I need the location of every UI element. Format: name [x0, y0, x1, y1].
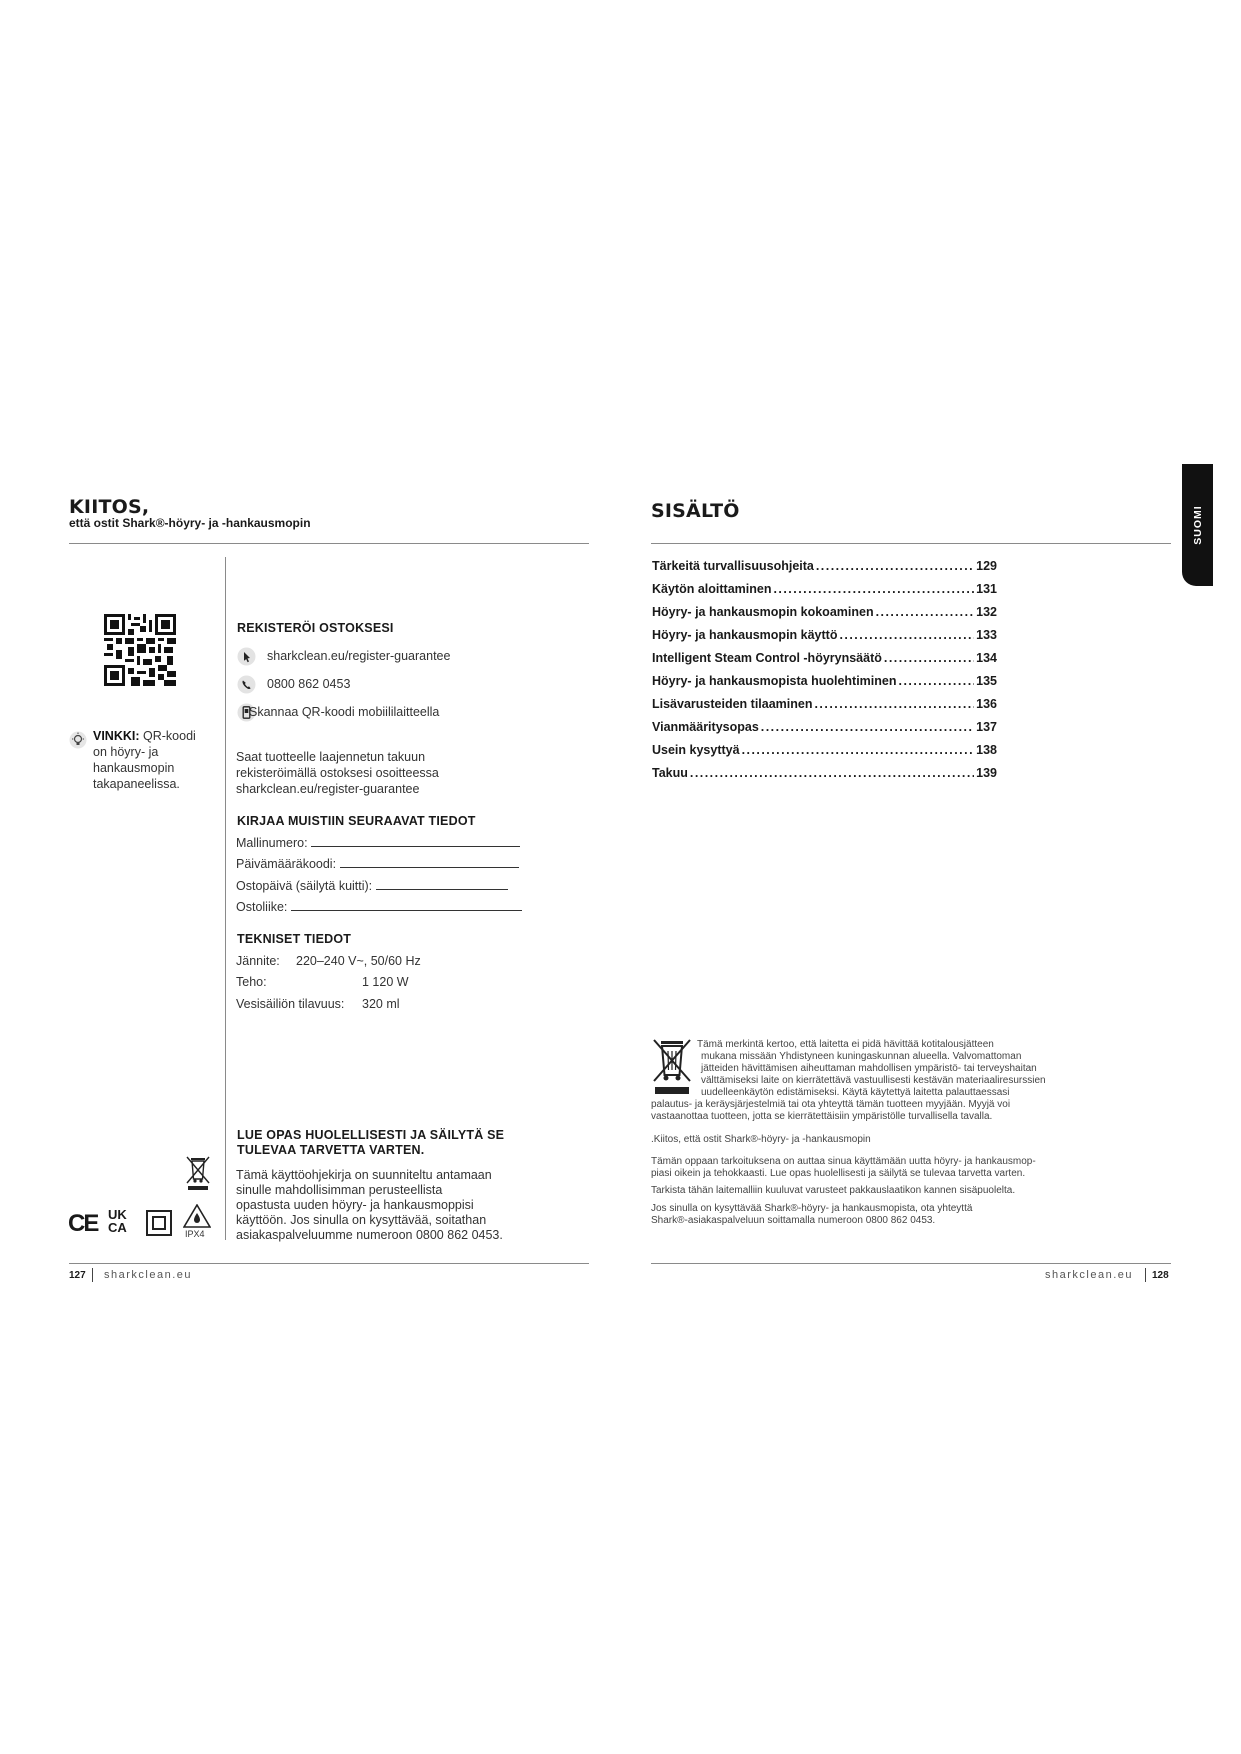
contact-line-1: Jos sinulla on kysyttävää Shark®-höyry- ja hankausmopista, ota yhteyttä — [651, 1203, 973, 1214]
page-number: 127 — [69, 1270, 86, 1281]
double-insulation-icon — [146, 1210, 172, 1236]
toc-entry-label: Intelligent Steam Control -höyrynsäätö — [652, 651, 882, 665]
toc-entry-page: 133 — [976, 628, 997, 642]
toc-entry-page: 132 — [976, 605, 997, 619]
footer-separator — [92, 1268, 93, 1282]
weee-text-line-2: mukana missään Yhdistyneen kuningaskunnan alueella. Valvomattoman — [701, 1051, 1022, 1062]
spec-voltage-label: Jännite: — [236, 954, 280, 968]
register-web-link[interactable]: sharkclean.eu/register-guarantee — [267, 649, 451, 663]
footer-site: sharkclean.eu — [1045, 1269, 1133, 1281]
toc-leader — [876, 605, 975, 619]
weee-text-line-4: välttämiseksi laite on kierrätettävä vastuullisesti kestävän materiaaliresurssien — [701, 1075, 1046, 1086]
toc-leader — [814, 697, 974, 711]
toc-entry-page: 131 — [976, 582, 997, 596]
toc-leader — [690, 766, 974, 780]
weee-text-line-1: Tämä merkintä kertoo, että laitetta ei pidä hävittää kotitalousjätteen — [697, 1039, 994, 1050]
toc-entry-label: Tärkeitä turvallisuusohjeita — [652, 559, 814, 573]
toc-entry[interactable] — [652, 628, 997, 642]
toc-entry-label: Usein kysyttyä — [652, 743, 740, 757]
page-subtitle: että ostit Shark®-höyry- ja -hankausmopin — [69, 516, 311, 530]
tip-body: QR-koodi on höyry- ja hankausmopin takapaneelissa. — [93, 729, 196, 791]
field-label: Ostopäivä (säilytä kuitti): — [236, 879, 373, 893]
toc-entry-label: Lisävarusteiden tilaaminen — [652, 697, 813, 711]
weee-bin-icon — [185, 1155, 211, 1191]
toc-entry-page: 136 — [976, 697, 997, 711]
toc-entry[interactable] — [652, 720, 997, 734]
read-body-line-4: käyttöön. Jos sinulla on kysyttävää, soitathan — [236, 1213, 487, 1227]
phone-icon — [237, 675, 256, 694]
tip-text — [93, 728, 211, 792]
toc-leader — [899, 674, 975, 688]
ukca-mark — [108, 1208, 127, 1234]
toc-entry[interactable] — [652, 559, 997, 573]
language-tab-label: SUOMI — [1191, 505, 1204, 545]
purpose-line-2: piasi oikein ja tehokkaasti. Lue opas huolellisesti ja säilytä se tulevaa tarvetta varten. — [651, 1168, 1026, 1179]
toc-entry-label: Vianmääritysopas — [652, 720, 759, 734]
check-line: Tarkista tähän laitemalliin kuuluvat varusteet pakkauslaatikon kannen sisäpuolelta. — [651, 1185, 1016, 1196]
ukca-bottom: CA — [108, 1220, 127, 1235]
specs-heading: TEKNISET TIEDOT — [237, 932, 352, 946]
toc-entry-label: Höyry- ja hankausmopista huolehtiminen — [652, 674, 897, 688]
field-label: Ostoliike: — [236, 900, 288, 914]
ipx-rating: IPX4 — [185, 1229, 205, 1239]
field-purchase-date — [236, 878, 508, 894]
mouse-click-icon — [237, 647, 256, 666]
toc-leader — [816, 559, 974, 573]
page-title: KIITOS, — [69, 496, 150, 518]
purpose-line-1: Tämän oppaan tarkoituksena on auttaa sinua käyttämään uutta höyry- ja hankausmop- — [651, 1156, 1036, 1167]
water-warning-icon — [183, 1204, 211, 1228]
weee-bin-icon — [651, 1037, 693, 1095]
record-heading: KIRJAA MUISTIIN SEURAAVAT TIEDOT — [237, 814, 476, 828]
toc-entry-label: Höyry- ja hankausmopin käyttö — [652, 628, 838, 642]
lightbulb-icon — [69, 731, 87, 749]
toc-entry-page: 138 — [976, 743, 997, 757]
weee-text-line-5: uudelleenkäytön edistämiseksi. Käytä käytettyä laitetta palauttaessasi — [701, 1087, 1010, 1098]
fill-line — [376, 879, 508, 890]
footer-divider — [651, 1263, 1171, 1264]
contact-line-2: Shark®-asiakaspalveluun soittamalla numeroon 0800 862 0453. — [651, 1215, 936, 1226]
weee-text-line-3: jätteiden hävittämisen aiheuttaman mahdollisen ympäristö- tai terveyshaitan — [701, 1063, 1037, 1074]
register-note-line-2: rekisteröimällä ostoksesi osoitteessa — [236, 766, 439, 780]
toc-entry-page: 139 — [976, 766, 997, 780]
fill-line — [340, 857, 519, 868]
spec-power-value: 1 120 W — [362, 975, 409, 989]
footer-site: sharkclean.eu — [104, 1269, 192, 1281]
field-label: Mallinumero: — [236, 836, 308, 850]
fill-line — [311, 836, 520, 847]
footer-separator — [1145, 1268, 1146, 1282]
read-body-line-5: asiakaspalveluumme numeroon 0800 862 0453. — [236, 1228, 503, 1242]
toc-entry-label: Takuu — [652, 766, 688, 780]
read-heading-line-2: TULEVAA TARVETTA VARTEN. — [237, 1143, 425, 1157]
footer-divider — [69, 1263, 589, 1264]
toc-entry[interactable] — [652, 766, 997, 780]
read-heading-line-1: LUE OPAS HUOLELLISESTI JA SÄILYTÄ SE — [237, 1128, 505, 1142]
field-label: Päivämääräkoodi: — [236, 857, 337, 871]
field-date-code — [236, 856, 519, 872]
toc-entry[interactable] — [652, 605, 997, 619]
tip-label: VINKKI: — [93, 729, 140, 743]
ce-mark: CE — [68, 1210, 98, 1237]
toc-entry[interactable] — [652, 743, 997, 757]
toc-entry[interactable] — [652, 674, 997, 688]
toc-leader — [839, 628, 974, 642]
toc-entry-page: 137 — [976, 720, 997, 734]
toc-leader — [884, 651, 974, 665]
field-store — [236, 899, 522, 915]
thanks-line: .Kiitos, että ostit Shark®-höyry- ja -hankausmopin — [651, 1134, 871, 1145]
register-phone: 0800 862 0453 — [267, 677, 351, 691]
spec-power-label: Teho: — [236, 975, 267, 989]
qr-code-image — [104, 614, 176, 686]
register-scan-text: Skannaa QR-koodi mobiililaitteella — [249, 705, 440, 719]
toc-title: SISÄLTÖ — [651, 500, 740, 522]
toc-entry-label: Käytön aloittaminen — [652, 582, 772, 596]
register-note-line-3: sharkclean.eu/register-guarantee — [236, 782, 420, 796]
toc-entry[interactable] — [652, 651, 997, 665]
ukca-top: UK — [108, 1207, 127, 1222]
spec-tank-label: Vesisäiliön tilavuus: — [236, 997, 345, 1011]
weee-text-line-7: vastaanottaa tuotteen, jotta se kierrätettäisiin ympäristölle turvallisella tavalla. — [651, 1111, 993, 1122]
page-number: 128 — [1152, 1270, 1169, 1281]
spec-voltage-value: 220–240 V~, 50/60 Hz — [296, 954, 421, 968]
read-body-line-3: opastusta uuden höyry- ja hankausmoppisi — [236, 1198, 474, 1212]
toc-entry-page: 134 — [976, 651, 997, 665]
toc-leader — [742, 743, 975, 757]
fill-line — [291, 900, 522, 911]
toc-leader — [761, 720, 974, 734]
read-body-line-1: Tämä käyttöohjekirja on suunniteltu antamaan — [236, 1168, 492, 1182]
toc-entry[interactable] — [652, 582, 997, 596]
spec-tank-value: 320 ml — [362, 997, 400, 1011]
register-heading: REKISTERÖI OSTOKSESI — [237, 621, 394, 635]
toc-entry-page: 129 — [976, 559, 997, 573]
language-tab — [1182, 464, 1213, 586]
toc-entry[interactable] — [652, 697, 997, 711]
register-note-line-1: Saat tuotteelle laajennetun takuun — [236, 750, 426, 764]
toc-entry-label: Höyry- ja hankausmopin kokoaminen — [652, 605, 874, 619]
header-divider — [69, 543, 589, 544]
header-divider — [651, 543, 1171, 544]
toc-entry-page: 135 — [976, 674, 997, 688]
read-body-line-2: sinulle mahdollisimman perusteellista — [236, 1183, 443, 1197]
weee-text-line-6: palautus- ja keräysjärjestelmiä tai ota yhteyttä tämän tuotteen myyjään. Myyjä voi — [651, 1099, 1011, 1110]
toc-leader — [773, 582, 974, 596]
field-model-number — [236, 835, 520, 851]
column-divider — [225, 557, 226, 1240]
